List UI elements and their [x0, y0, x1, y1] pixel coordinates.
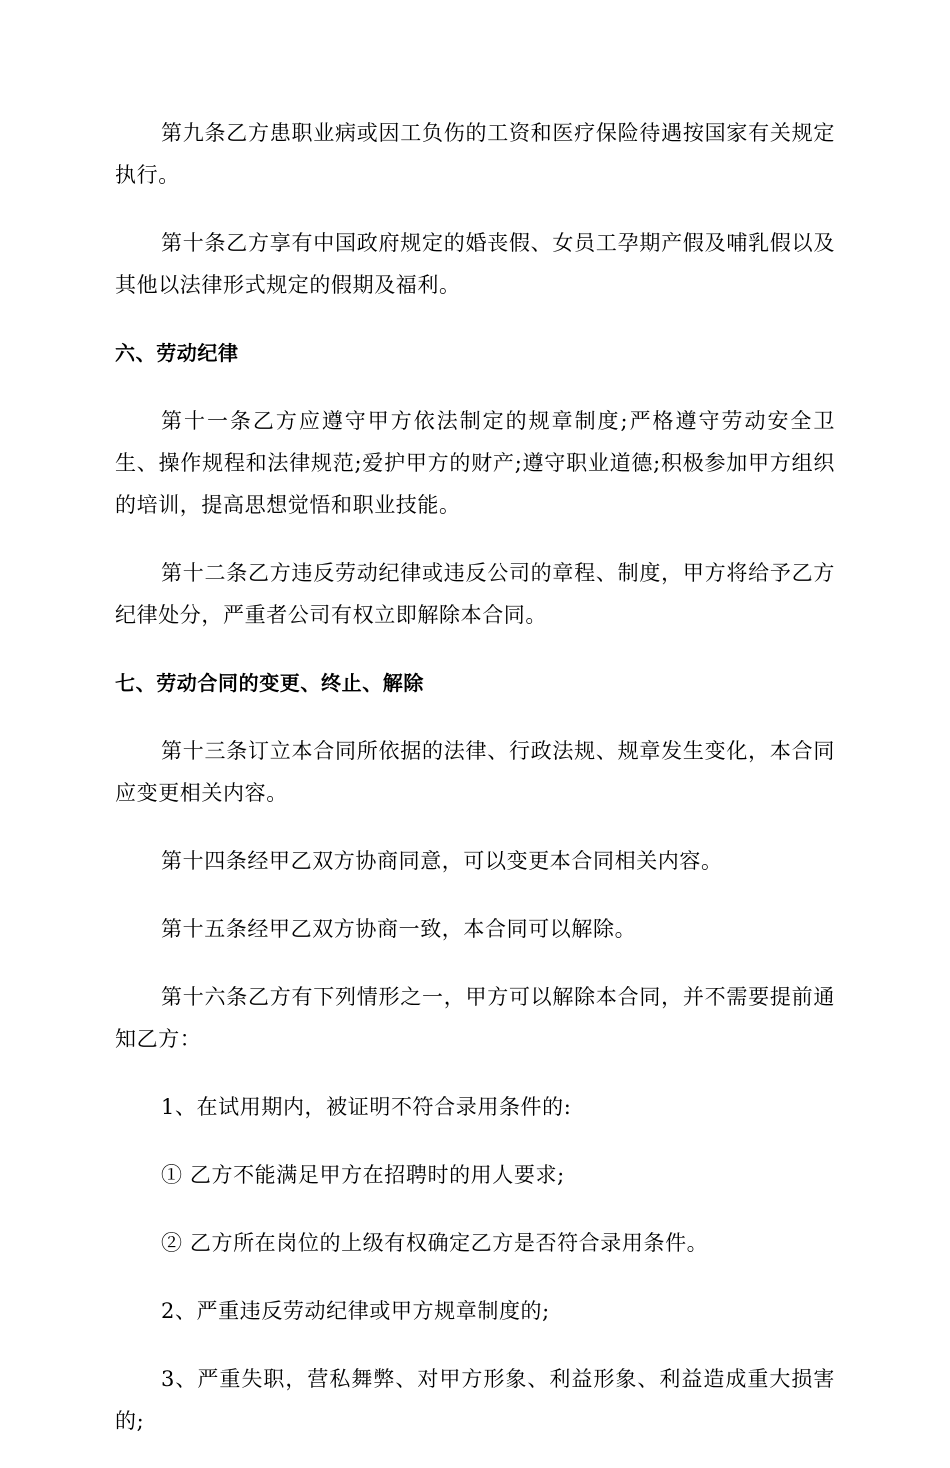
section-6-heading: 六、劳动纪律 [115, 341, 239, 365]
list-subitem-2: ② 乙方所在岗位的上级有权确定乙方是否符合录用条件。 [161, 1231, 709, 1255]
list-subitem-1: ① 乙方不能满足甲方在招聘时的用人要求; [161, 1163, 565, 1187]
article-14-paragraph: 第十四条经甲乙双方协商同意，可以变更本合同相关内容。 [161, 849, 723, 873]
section-7-heading: 七、劳动合同的变更、终止、解除 [115, 671, 424, 695]
article-11-paragraph: 第十一条乙方应遵守甲方依法制定的规章制度;严格遵守劳动安全卫生、操作规程和法律规范;爱护甲方的财产;遵守职业道德;积极参加甲方组织的培训，提高思想觉悟和职业技能。 [115, 409, 835, 517]
document-body [115, 112, 835, 1468]
article-15-paragraph: 第十五条经甲乙双方协商一致，本合同可以解除。 [161, 917, 637, 941]
article-13-paragraph: 第十三条订立本合同所依据的法律、行政法规、规章发生变化，本合同应变更相关内容。 [115, 739, 835, 805]
list-item-1: 1、在试用期内，被证明不符合录用条件的: [161, 1095, 572, 1119]
list-item-3: 3、严重失职，营私舞弊、对甲方形象、利益形象、利益造成重大损害的; [115, 1367, 835, 1433]
list-item-2: 2、严重违反劳动纪律或甲方规章制度的; [161, 1299, 550, 1323]
article-12-paragraph: 第十二条乙方违反劳动纪律或违反公司的章程、制度，甲方将给予乙方纪律处分，严重者公司有权立即解除本合同。 [115, 561, 835, 627]
article-9-paragraph: 第九条乙方患职业病或因工负伤的工资和医疗保险待遇按国家有关规定执行。 [115, 121, 835, 187]
article-16-paragraph: 第十六条乙方有下列情形之一，甲方可以解除本合同，并不需要提前通知乙方： [115, 985, 835, 1051]
article-10-paragraph: 第十条乙方享有中国政府规定的婚丧假、女员工孕期产假及哺乳假以及其他以法律形式规定的假期及福利。 [115, 231, 835, 297]
